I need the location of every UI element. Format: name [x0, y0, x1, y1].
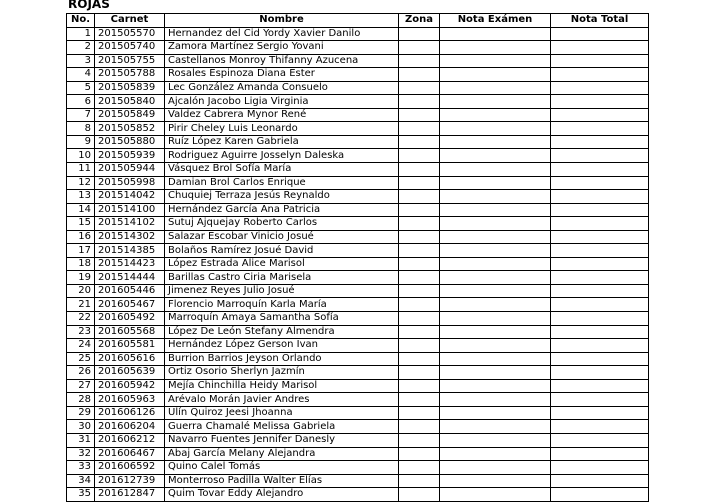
- table-row: [67, 447, 649, 461]
- nota-examen-cell: [440, 163, 551, 177]
- table-row: [67, 108, 649, 122]
- carnet-cell: 201514100: [95, 203, 165, 217]
- nota-examen-cell: [440, 379, 551, 393]
- nombre-cell: Zamora Martínez Sergio Yovani: [165, 41, 399, 55]
- zona-cell: [399, 339, 440, 353]
- column-header-nota-total: Nota Total: [551, 14, 649, 28]
- nombre-cell: Damian Brol Carlos Enrique: [165, 176, 399, 190]
- nota-examen-cell: [440, 149, 551, 163]
- nota-examen-cell: [440, 312, 551, 326]
- table-row: [67, 420, 649, 434]
- zona-cell: [399, 27, 440, 41]
- nota-examen-cell: [440, 284, 551, 298]
- nota-total-cell: [551, 312, 649, 326]
- nota-total-cell: [551, 420, 649, 434]
- nota-total-cell: [551, 474, 649, 488]
- nombre-cell: Rodriguez Aguirre Josselyn Daleska: [165, 149, 399, 163]
- nota-total-cell: [551, 54, 649, 68]
- nota-total-cell: [551, 108, 649, 122]
- nota-total-cell: [551, 366, 649, 380]
- table-row: [67, 163, 649, 177]
- carnet-cell: 201605639: [95, 366, 165, 380]
- zona-cell: [399, 433, 440, 447]
- nota-examen-cell: [440, 135, 551, 149]
- row-number: 20: [67, 284, 95, 298]
- table-row: [67, 176, 649, 190]
- nota-total-cell: [551, 284, 649, 298]
- nombre-cell: Pirir Cheley Luis Leonardo: [165, 122, 399, 136]
- nota-total-cell: [551, 230, 649, 244]
- nota-total-cell: [551, 271, 649, 285]
- zona-cell: [399, 190, 440, 204]
- carnet-cell: 201505788: [95, 68, 165, 82]
- row-number: 17: [67, 244, 95, 258]
- nombre-cell: Navarro Fuentes Jennifer Danesly: [165, 433, 399, 447]
- carnet-cell: 201505998: [95, 176, 165, 190]
- nota-examen-cell: [440, 41, 551, 55]
- zona-cell: [399, 122, 440, 136]
- nombre-cell: Valdez Cabrera Mynor René: [165, 108, 399, 122]
- row-number: 12: [67, 176, 95, 190]
- carnet-cell: 201605568: [95, 325, 165, 339]
- zona-cell: [399, 95, 440, 109]
- row-number: 15: [67, 217, 95, 231]
- zona-cell: [399, 135, 440, 149]
- row-number: 4: [67, 68, 95, 82]
- table-row: [67, 271, 649, 285]
- nota-total-cell: [551, 339, 649, 353]
- zona-cell: [399, 108, 440, 122]
- carnet-cell: 201514385: [95, 244, 165, 258]
- table-row: [67, 203, 649, 217]
- table-row: [67, 95, 649, 109]
- zona-cell: [399, 474, 440, 488]
- row-number: 14: [67, 203, 95, 217]
- nota-total-cell: [551, 352, 649, 366]
- zona-cell: [399, 379, 440, 393]
- nombre-cell: Ortiz Osorio Sherlyn Jazmín: [165, 366, 399, 380]
- carnet-cell: 201505839: [95, 81, 165, 95]
- row-number: 5: [67, 81, 95, 95]
- nombre-cell: López Estrada Alice Marisol: [165, 257, 399, 271]
- nota-examen-cell: [440, 461, 551, 475]
- nombre-cell: Salazar Escobar Vinicio Josué: [165, 230, 399, 244]
- nombre-cell: Monterroso Padilla Walter Elías: [165, 474, 399, 488]
- nota-total-cell: [551, 95, 649, 109]
- nota-total-cell: [551, 379, 649, 393]
- nota-examen-cell: [440, 54, 551, 68]
- carnet-cell: 201505880: [95, 135, 165, 149]
- row-number: 18: [67, 257, 95, 271]
- nombre-cell: Lec González Amanda Consuelo: [165, 81, 399, 95]
- nota-total-cell: [551, 433, 649, 447]
- nombre-cell: Guerra Chamalé Melissa Gabriela: [165, 420, 399, 434]
- zona-cell: [399, 244, 440, 258]
- carnet-cell: 201606592: [95, 461, 165, 475]
- nota-total-cell: [551, 393, 649, 407]
- table-row: [67, 284, 649, 298]
- nota-examen-cell: [440, 352, 551, 366]
- carnet-cell: 201514444: [95, 271, 165, 285]
- carnet-cell: 201505939: [95, 149, 165, 163]
- zona-cell: [399, 68, 440, 82]
- zona-cell: [399, 420, 440, 434]
- table-body: [67, 27, 649, 501]
- row-number: 31: [67, 433, 95, 447]
- page-heading: ROJAS: [68, 0, 110, 11]
- nota-examen-cell: [440, 190, 551, 204]
- table-row: [67, 217, 649, 231]
- nombre-cell: Quino Calel Tomás: [165, 461, 399, 475]
- table-row: [67, 190, 649, 204]
- nombre-cell: Hernandez del Cid Yordy Xavier Danilo: [165, 27, 399, 41]
- zona-cell: [399, 352, 440, 366]
- zona-cell: [399, 488, 440, 502]
- nota-examen-cell: [440, 271, 551, 285]
- table-row: [67, 339, 649, 353]
- table-row: [67, 312, 649, 326]
- column-header-no: No.: [67, 14, 95, 28]
- zona-cell: [399, 461, 440, 475]
- nota-examen-cell: [440, 122, 551, 136]
- nota-examen-cell: [440, 474, 551, 488]
- nombre-cell: Rosales Espinoza Diana Ester: [165, 68, 399, 82]
- row-number: 21: [67, 298, 95, 312]
- row-number: 10: [67, 149, 95, 163]
- zona-cell: [399, 257, 440, 271]
- nota-examen-cell: [440, 420, 551, 434]
- table-row: [67, 406, 649, 420]
- column-header-nota-examen: Nota Exámen: [440, 14, 551, 28]
- row-number: 8: [67, 122, 95, 136]
- carnet-cell: 201606126: [95, 406, 165, 420]
- nombre-cell: Ruíz López Karen Gabriela: [165, 135, 399, 149]
- table-row: [67, 461, 649, 475]
- row-number: 24: [67, 339, 95, 353]
- table-row: [67, 41, 649, 55]
- nota-total-cell: [551, 68, 649, 82]
- zona-cell: [399, 149, 440, 163]
- nota-total-cell: [551, 163, 649, 177]
- carnet-cell: 201505570: [95, 27, 165, 41]
- nombre-cell: Mejía Chinchilla Heidy Marisol: [165, 379, 399, 393]
- column-header-zona: Zona: [399, 14, 440, 28]
- nombre-cell: Hernández García Ana Patricia: [165, 203, 399, 217]
- row-number: 33: [67, 461, 95, 475]
- table-row: [67, 135, 649, 149]
- row-number: 16: [67, 230, 95, 244]
- table-row: [67, 298, 649, 312]
- zona-cell: [399, 230, 440, 244]
- nota-total-cell: [551, 176, 649, 190]
- carnet-cell: 201612739: [95, 474, 165, 488]
- table-row: [67, 379, 649, 393]
- row-number: 7: [67, 108, 95, 122]
- nota-total-cell: [551, 135, 649, 149]
- table-row: [67, 488, 649, 502]
- row-number: 19: [67, 271, 95, 285]
- row-number: 26: [67, 366, 95, 380]
- zona-cell: [399, 393, 440, 407]
- nota-examen-cell: [440, 488, 551, 502]
- carnet-cell: 201514302: [95, 230, 165, 244]
- table-row: [67, 54, 649, 68]
- row-number: 23: [67, 325, 95, 339]
- nota-total-cell: [551, 217, 649, 231]
- nota-total-cell: [551, 203, 649, 217]
- table-row: [67, 474, 649, 488]
- row-number: 28: [67, 393, 95, 407]
- row-number: 11: [67, 163, 95, 177]
- nota-examen-cell: [440, 95, 551, 109]
- carnet-cell: 201606467: [95, 447, 165, 461]
- table-row: [67, 433, 649, 447]
- nota-total-cell: [551, 461, 649, 475]
- zona-cell: [399, 406, 440, 420]
- nota-examen-cell: [440, 257, 551, 271]
- carnet-cell: 201514102: [95, 217, 165, 231]
- nombre-cell: Ulín Quiroz Jeesi Jhoanna: [165, 406, 399, 420]
- carnet-cell: 201505944: [95, 163, 165, 177]
- table-row: [67, 81, 649, 95]
- zona-cell: [399, 325, 440, 339]
- carnet-cell: 201505840: [95, 95, 165, 109]
- zona-cell: [399, 284, 440, 298]
- row-number: 9: [67, 135, 95, 149]
- carnet-cell: 201606212: [95, 433, 165, 447]
- row-number: 35: [67, 488, 95, 502]
- nombre-cell: Marroquín Amaya Samantha Sofía: [165, 312, 399, 326]
- nota-total-cell: [551, 325, 649, 339]
- nota-examen-cell: [440, 203, 551, 217]
- table-row: [67, 352, 649, 366]
- row-number: 2: [67, 41, 95, 55]
- nota-examen-cell: [440, 433, 551, 447]
- row-number: 27: [67, 379, 95, 393]
- zona-cell: [399, 163, 440, 177]
- nota-examen-cell: [440, 244, 551, 258]
- carnet-cell: 201605942: [95, 379, 165, 393]
- nombre-cell: Burrion Barrios Jeyson Orlando: [165, 352, 399, 366]
- row-number: 13: [67, 190, 95, 204]
- nota-total-cell: [551, 488, 649, 502]
- zona-cell: [399, 81, 440, 95]
- carnet-cell: 201505852: [95, 122, 165, 136]
- nota-examen-cell: [440, 298, 551, 312]
- nombre-cell: Florencio Marroquín Karla María: [165, 298, 399, 312]
- nota-examen-cell: [440, 339, 551, 353]
- nota-total-cell: [551, 244, 649, 258]
- carnet-cell: 201606204: [95, 420, 165, 434]
- carnet-cell: 201605963: [95, 393, 165, 407]
- column-header-nombre: Nombre: [165, 14, 399, 28]
- table-row: [67, 68, 649, 82]
- zona-cell: [399, 298, 440, 312]
- carnet-cell: 201514042: [95, 190, 165, 204]
- zona-cell: [399, 447, 440, 461]
- zona-cell: [399, 203, 440, 217]
- nota-examen-cell: [440, 447, 551, 461]
- nombre-cell: Abaj García Melany Alejandra: [165, 447, 399, 461]
- carnet-cell: 201605616: [95, 352, 165, 366]
- zona-cell: [399, 366, 440, 380]
- table-row: [67, 257, 649, 271]
- row-number: 30: [67, 420, 95, 434]
- table-row: [67, 230, 649, 244]
- carnet-cell: 201605446: [95, 284, 165, 298]
- nota-total-cell: [551, 122, 649, 136]
- carnet-cell: 201605492: [95, 312, 165, 326]
- table-row: [67, 27, 649, 41]
- nota-total-cell: [551, 406, 649, 420]
- row-number: 6: [67, 95, 95, 109]
- row-number: 34: [67, 474, 95, 488]
- student-grades-table: [66, 13, 649, 502]
- nota-total-cell: [551, 27, 649, 41]
- nota-examen-cell: [440, 393, 551, 407]
- table-row: [67, 244, 649, 258]
- zona-cell: [399, 176, 440, 190]
- nombre-cell: Bolaños Ramírez Josué David: [165, 244, 399, 258]
- nombre-cell: Quim Tovar Eddy Alejandro: [165, 488, 399, 502]
- nota-examen-cell: [440, 325, 551, 339]
- nota-total-cell: [551, 81, 649, 95]
- nombre-cell: Chuquiej Terraza Jesús Reynaldo: [165, 190, 399, 204]
- carnet-cell: 201505755: [95, 54, 165, 68]
- nota-examen-cell: [440, 108, 551, 122]
- column-header-carnet: Carnet: [95, 14, 165, 28]
- nota-total-cell: [551, 190, 649, 204]
- table-row: [67, 149, 649, 163]
- nota-total-cell: [551, 447, 649, 461]
- nota-examen-cell: [440, 81, 551, 95]
- carnet-cell: 201505849: [95, 108, 165, 122]
- row-number: 3: [67, 54, 95, 68]
- nombre-cell: Sutuj Ajquejay Roberto Carlos: [165, 217, 399, 231]
- row-number: 32: [67, 447, 95, 461]
- row-number: 29: [67, 406, 95, 420]
- carnet-cell: 201514423: [95, 257, 165, 271]
- nota-total-cell: [551, 41, 649, 55]
- nombre-cell: Jimenez Reyes Julio Josué: [165, 284, 399, 298]
- nombre-cell: López De León Stefany Almendra: [165, 325, 399, 339]
- zona-cell: [399, 41, 440, 55]
- table-row: [67, 366, 649, 380]
- table-row: [67, 122, 649, 136]
- nota-total-cell: [551, 257, 649, 271]
- nota-examen-cell: [440, 406, 551, 420]
- table-row: [67, 393, 649, 407]
- zona-cell: [399, 312, 440, 326]
- nota-total-cell: [551, 298, 649, 312]
- row-number: 25: [67, 352, 95, 366]
- nota-total-cell: [551, 149, 649, 163]
- nombre-cell: Castellanos Monroy Thifanny Azucena: [165, 54, 399, 68]
- nombre-cell: Hernández López Gerson Ivan: [165, 339, 399, 353]
- nombre-cell: Vásquez Brol Sofía María: [165, 163, 399, 177]
- zona-cell: [399, 217, 440, 231]
- nota-examen-cell: [440, 217, 551, 231]
- nota-examen-cell: [440, 176, 551, 190]
- row-number: 1: [67, 27, 95, 41]
- table-row: [67, 325, 649, 339]
- nota-examen-cell: [440, 27, 551, 41]
- zona-cell: [399, 54, 440, 68]
- carnet-cell: 201605581: [95, 339, 165, 353]
- nombre-cell: Arévalo Morán Javier Andres: [165, 393, 399, 407]
- nombre-cell: Ajcalón Jacobo Ligia Virginia: [165, 95, 399, 109]
- carnet-cell: 201612847: [95, 488, 165, 502]
- header-row: [67, 14, 649, 28]
- carnet-cell: 201505740: [95, 41, 165, 55]
- carnet-cell: 201605467: [95, 298, 165, 312]
- nota-examen-cell: [440, 230, 551, 244]
- nombre-cell: Barillas Castro Ciria Marisela: [165, 271, 399, 285]
- nota-examen-cell: [440, 366, 551, 380]
- nota-examen-cell: [440, 68, 551, 82]
- row-number: 22: [67, 312, 95, 326]
- zona-cell: [399, 271, 440, 285]
